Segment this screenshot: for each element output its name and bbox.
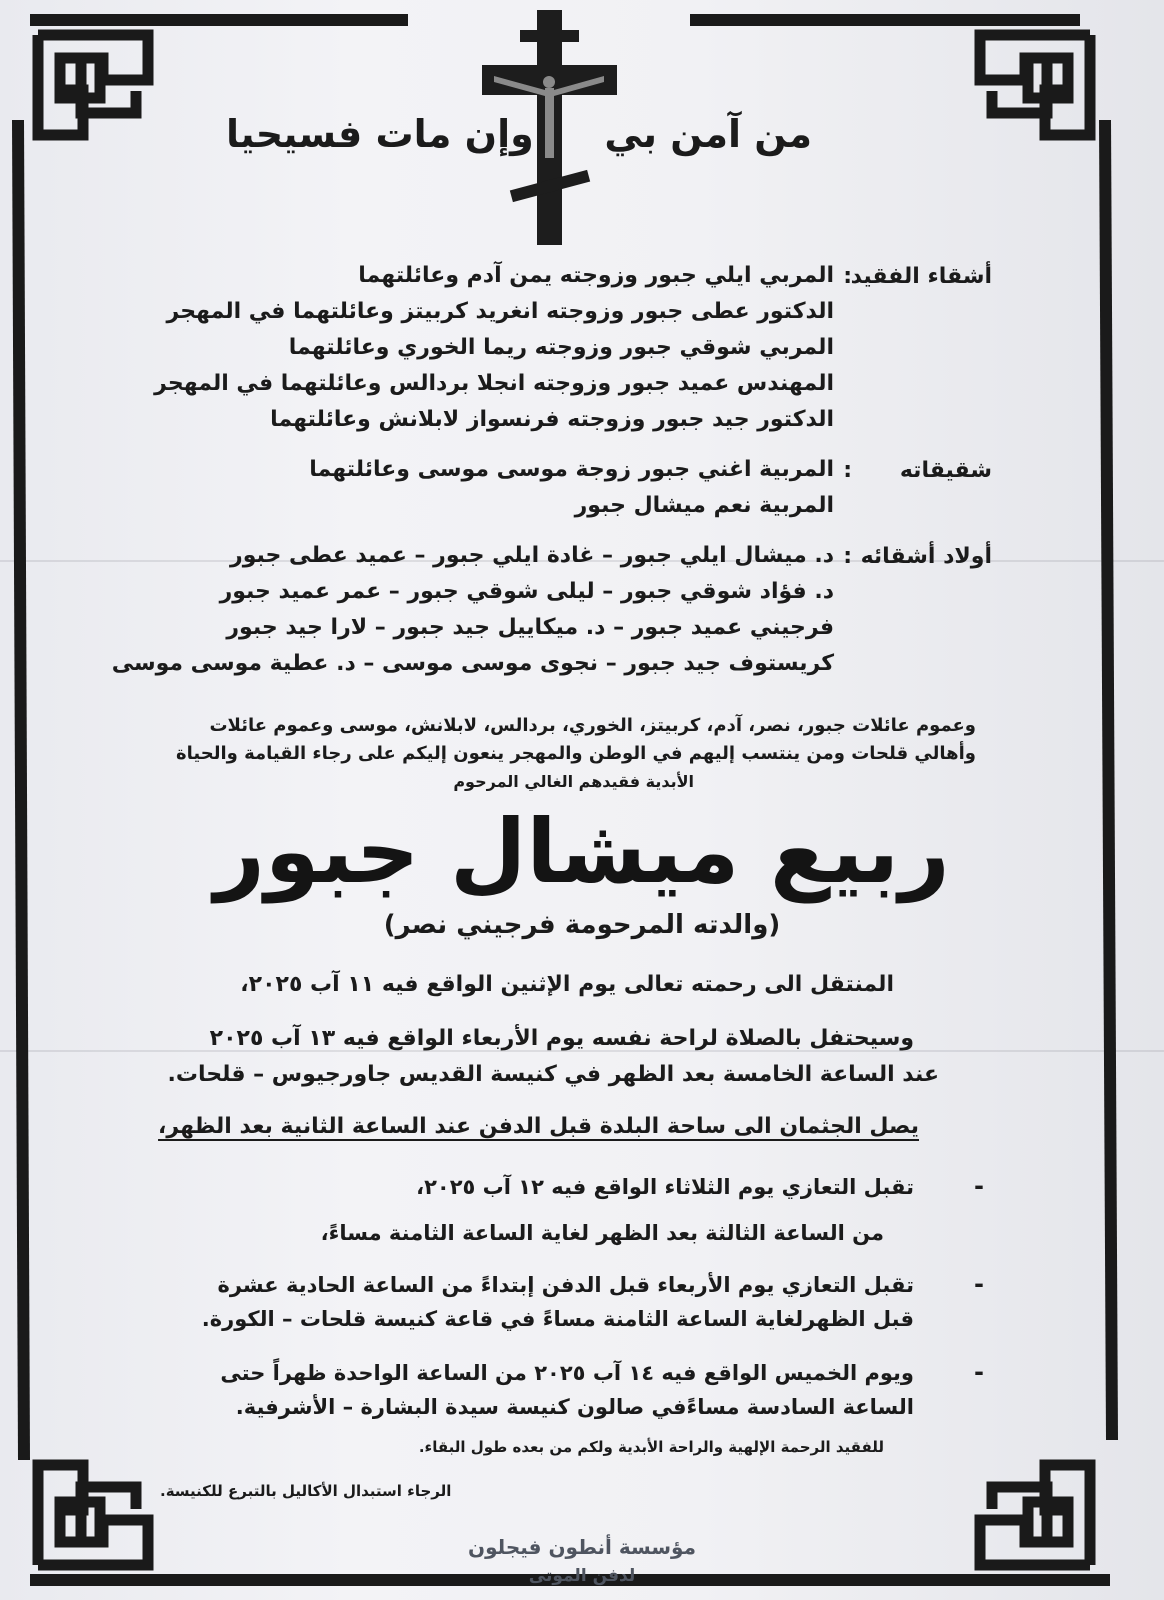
list-item: د. ميشال ايلي جبور – غادة ايلي جبور – عميد عطى جبور — [230, 543, 834, 568]
paragraph-line: وأهالي قلحات ومن ينتسب إليهم في الوطن والمهجر ينعون إليكم على رجاء القيامة والحياة — [175, 743, 976, 764]
label-colon: : — [843, 264, 852, 289]
paragraph-line: وعموم عائلات جبور، نصر، آدم، كربيتز، الخوري، بردالس، لابلانش، موسى وعموم عائلات — [209, 715, 976, 736]
list-item: المربي شوقي جبور وزوجته ريما الخوري وعائلتهما — [288, 335, 834, 360]
deceased-mother: (والدته المرحومة فرجيني نصر) — [383, 910, 781, 940]
header-verse-right: من آمن بي — [604, 112, 812, 156]
bullet-dash: - — [974, 1172, 984, 1200]
closing-blessing: للفقيد الرحمة الإلهية والراحة الأبدية ولكم من بعده طول البقاء. — [418, 1438, 884, 1456]
list-item: د. فؤاد شوقي جبور – ليلى شوقي جبور – عمر عميد جبور — [219, 579, 834, 604]
nephews-label: أولاد أشقائه — [860, 544, 992, 569]
arrival-line: يصل الجثمان الى ساحة البلدة قبل الدفن عند الساعة الثانية بعد الظهر، — [158, 1114, 919, 1139]
label-colon: : — [843, 544, 852, 569]
condolence-item-1 — [184, 1170, 914, 1250]
condolence-text: تقبل التعازي يوم الثلاثاء الواقع فيه ١٢ آب ٢٠٢٥، — [416, 1175, 914, 1199]
list-item: الدكتور عطى جبور وزوجته انغريد كربيتز وعائلتهما في المهجر — [166, 299, 834, 324]
condolence-item-2: تقبل التعازي يوم الأربعاء قبل الدفن إبتداءً من الساعة الحادية عشرة قبل الظهرلغاية الساعة الثامنة مساءً في قاعة كنيسة قلحات – الكورة. — [201, 1273, 914, 1331]
prayer-line-1: وسيحتفل بالصلاة لراحة نفسه يوم الأربعاء الواقع فيه ١٣ آب ٢٠٢٥ — [209, 1026, 914, 1051]
nephews-list — [112, 538, 834, 682]
sisters-list — [309, 452, 834, 524]
list-item: الدكتور جيد جبور وزوجته فرنسواز لابلانش وعائلتهما — [270, 407, 834, 432]
bullet-dash: - — [974, 1270, 984, 1298]
corner-knot-icon — [980, 35, 1090, 135]
list-item: المربية اغني جبور زوجة موسى موسى وعائلتهما — [309, 457, 834, 482]
passed-away-line: المنتقل الى رحمته تعالى يوم الإثنين الواقع فيه ١١ آب ٢٠٢٥، — [240, 972, 894, 997]
condolence-item-3: ويوم الخميس الواقع فيه ١٤ آب ٢٠٢٥ من الساعة الواحدة ظهراً حتى الساعة السادسة مساءًفي صالون كنيسة سيدة البشارة – الأشرفية. — [220, 1361, 914, 1419]
prayer-line-2: عند الساعة الخامسة بعد الظهر في كنيسة القديس جاورجيوس – قلحات. — [167, 1062, 939, 1087]
header-verse-left: وإن مات فسيحيا — [226, 112, 534, 156]
condolence-subtext: من الساعة الثالثة بعد الظهر لغاية الساعة الثامنة مساءً، — [320, 1221, 884, 1245]
label-colon: : — [843, 458, 852, 483]
list-item: فرجيني عميد جبور – د. ميكاييل جيد جبور – لارا جيد جبور — [226, 615, 834, 640]
families-paragraph-end: الأبدية فقيدهم الغالي المرحوم — [453, 772, 694, 791]
list-item: المربية نعم ميشال جبور — [574, 493, 834, 518]
list-item: المهندس عميد جبور وزوجته انجلا بردالس وعائلتهما في المهجر — [154, 371, 834, 396]
funeral-home-stamp-subtitle: لدفن الموتى — [528, 1566, 636, 1586]
list-item: المربي ايلي جبور وزوجته يمن آدم وعائلتهما — [358, 263, 834, 288]
corner-knot-icon — [38, 35, 148, 135]
list-item: كريستوف جيد جبور – نجوى موسى موسى – د. عطية موسى موسى — [111, 651, 834, 676]
bullet-dash: - — [974, 1358, 984, 1386]
brothers-list — [154, 258, 834, 438]
brothers-label: أشقاء الفقيد — [850, 264, 992, 289]
families-paragraph — [146, 712, 976, 768]
sisters-label: شقيقاته — [899, 458, 992, 483]
funeral-home-stamp: مؤسسة أنطون فيجلون — [468, 1535, 696, 1559]
deceased-name: ربيع ميشال جبور — [214, 800, 950, 903]
wreath-donation-note: الرجاء استبدال الأكاليل بالتبرع للكنيسة. — [160, 1482, 452, 1500]
